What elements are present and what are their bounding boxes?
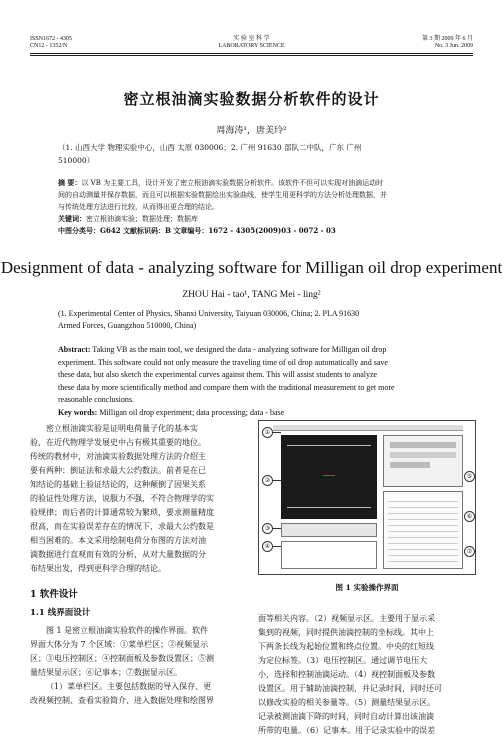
section-line: 改视频控制、查看实验简介、进入数据处理和绘图界 <box>30 696 214 705</box>
affiliation-en-line1: (1. Experimental Center of Physics, Shanxi University, Taiyuan 030006, China; 2. PLA 91630 <box>58 309 360 318</box>
abstract-cn-line3: 与传统处理方法进行比较，从而得出更合理的结论。 <box>58 203 219 211</box>
intro-line: 的验证性处理方法，说服力不强，不符合物理学的实 <box>30 494 214 503</box>
fig-start-line <box>287 445 371 446</box>
journal-name-cn: 实 验 室 科 学 <box>233 36 270 42</box>
header-rule-top <box>30 53 473 54</box>
issue-cn: 第 3 期 2009 年 6 月 <box>421 36 473 42</box>
fig-marker-4: ④ <box>262 541 273 552</box>
abstract-en-label: Abstract: <box>58 345 91 354</box>
fig-control-row <box>390 452 456 458</box>
fig-video-area <box>281 435 377 519</box>
keywords-en: Milligan oil drop experiment; data processing; data - base <box>99 407 285 417</box>
authors-cn: 周海涛¹，唐美玲² <box>216 126 287 136</box>
intro-line: 密立根油滴实验是证明电荷量子化的基本实 <box>46 424 198 433</box>
classification-line: 中图分类号：G642 文献标识码：B 文章编号：1672 - 4305(2009)03 - 0072 - 03 <box>58 226 336 235</box>
article-title-cn: 密立根油滴实验数据分析软件的设计 <box>123 90 380 108</box>
abstract-en-line4: these data by more scientifically method and compare them with the traditional measurement to get more <box>58 382 395 392</box>
intro-line: 布结果出发，得到更科学合理的结论。 <box>30 564 166 573</box>
fig-marker-3: ③ <box>262 523 273 534</box>
fig-leader <box>273 432 281 433</box>
abstract-cn-line2: 间的自动测量并保存数据，而且可以根据实验数据绘出实验曲线，使学生用更科学的方法分析处理数据，并 <box>58 191 387 199</box>
fig-voltage-control <box>281 523 377 537</box>
intro-line: 知结论的基础上验证结论的，这种颠倒了因果关系 <box>30 480 206 489</box>
section-1-heading: 1 软件设计 <box>30 589 78 600</box>
abstract-en-line5: reasonable conclusions. <box>58 395 134 404</box>
fig-leader <box>273 480 281 481</box>
fig-marker-6: ⑥ <box>464 511 475 522</box>
intro-line: 相当困难的。本文采用绘制电荷分布图的方法对油 <box>30 536 206 545</box>
right-line: 为定位标签。（3）电压控制区。通过调节电压大 <box>258 656 428 665</box>
keywords-cn: 密立根油滴实验；数据处理；数据库 <box>86 215 198 223</box>
abstract-cn <box>58 177 458 237</box>
right-line: 下两条长线为起始位置和终点位置。中央的红短线 <box>258 642 434 651</box>
fig-locator-tag <box>323 475 335 476</box>
section-line: 量结果显示区；⑥记事本；⑦数据显示区。 <box>30 668 182 677</box>
section-line: 界面大体分为 7 个区域：①菜单栏区；②视频显示 <box>30 640 209 649</box>
header-rule-bottom <box>30 55 473 56</box>
right-line: 以修改实验的相关参量等。（5）测量结果显示区。 <box>258 698 436 707</box>
intro-line: 验，在近代物理学发展史中占有极其重要的地位。 <box>30 438 206 447</box>
keywords-cn-label: 关键词： <box>58 214 86 223</box>
issue-en: No. 3 Jun. 2009 <box>434 43 473 49</box>
affiliation-en <box>58 308 359 332</box>
section-line: 图 1 是密立根油滴实验软件的操作界面。软件 <box>46 626 209 635</box>
fig-marker-7: ⑦ <box>464 546 475 557</box>
abstract-en <box>58 344 458 419</box>
intro-line: 要有两种：倒证法和求最大公约数法。前者是在已 <box>30 466 206 475</box>
fig-control-row <box>390 462 430 468</box>
fig-leader <box>273 528 281 529</box>
right-line: 集到的视频，同时提供油滴控制的坐标线。其中上 <box>258 628 434 637</box>
abstract-en-line1: Taking VB as the main tool, we designed the data - analyzing software for Milligan oil drop <box>92 345 387 354</box>
section-line: （1）菜单栏区。主要包括数据的导入保存、更 <box>46 682 212 691</box>
article-title-en: Designment of data - analyzing software for Milligan oil drop experiment <box>0 258 503 277</box>
section-line: 区；③电压控制区；④控制面板及参数设置区；⑤测 <box>30 654 214 663</box>
right-line: 所带的电量。（6）记事本。用于记录实验中的误差 <box>258 726 436 735</box>
abstract-cn-label: 摘 要： <box>58 178 82 187</box>
issn-label: ISSN1672 - 4305 <box>30 36 73 42</box>
fig-marker-1: ① <box>262 427 273 438</box>
cn-label: CN12 - 1352/N <box>30 43 68 49</box>
journal-name-en: LABORATORY SCIENCE <box>218 43 285 49</box>
fig-results-panel <box>383 491 463 569</box>
fig-results-grid <box>388 496 458 562</box>
right-line: 面等相关内容。（2）视频显示区。主要用于显示采 <box>258 614 436 623</box>
fig-end-line <box>287 507 371 508</box>
section-1-1-heading: 1.1 线界面设计 <box>30 608 91 618</box>
authors-en: ZHOU Hai - tao¹, TANG Mei - ling² <box>182 290 321 300</box>
intro-line: 滴数据进行直观而有效的分析，从对大量数据的分 <box>30 550 206 559</box>
fig-notepad <box>281 541 377 569</box>
fig-leader <box>273 546 281 547</box>
section-1-1-paragraph <box>30 624 248 708</box>
affiliation-en-line2: Armed Forces, Guangzhou 510000, China) <box>58 321 197 330</box>
affiliation-cn-line2: 510000） <box>58 156 95 165</box>
fig-menu-bar <box>273 425 463 431</box>
affiliation-cn-line1: （1. 山西大学 物理实验中心，山西 太原 030006；2. 广州 91630 部队二中队，广东 广州 <box>58 143 362 152</box>
right-line: 设置区。用于辅助油滴控制，并记录时间，同时还可 <box>258 684 442 693</box>
intro-line: 验规律；而后者的计算通常较为繁琐，要求测量精度 <box>30 508 214 517</box>
intro-line: 很高，而在实验误差存在的情况下，求最大公约数是 <box>30 522 214 531</box>
fig-marker-5: ⑤ <box>464 471 475 482</box>
fig-marker-2: ② <box>262 475 273 486</box>
right-column-paragraph <box>258 612 476 738</box>
right-line: 记录被测油滴下降的时间，同时自动计算出该油滴 <box>258 712 434 721</box>
right-line: 小，选择和控制油滴运动。（4）视控制面板及参数 <box>258 670 436 679</box>
fig-control-panel <box>383 435 463 487</box>
figure-1-caption: 图 1 实验操作界面 <box>335 583 399 592</box>
figure-1-interface <box>258 420 476 575</box>
fig-control-row <box>390 442 456 448</box>
abstract-en-line2: experiment. This software could not only measure the traveling time of oil drop automatically and save <box>58 357 388 367</box>
abstract-cn-line1: 以 VB 为主要工具，设计开发了密立根油滴实验数据分析软件。该软件不但可以实现对油滴运动时 <box>81 179 384 187</box>
intro-line: 传统的教材中，对油滴实验数据处理方法的介绍主 <box>30 452 206 461</box>
intro-paragraph <box>30 422 248 576</box>
keywords-en-label: Key words: <box>58 407 98 417</box>
abstract-en-line3: these data, but also sketch the experimental curves against them. This will assist students to analyze <box>58 370 378 379</box>
